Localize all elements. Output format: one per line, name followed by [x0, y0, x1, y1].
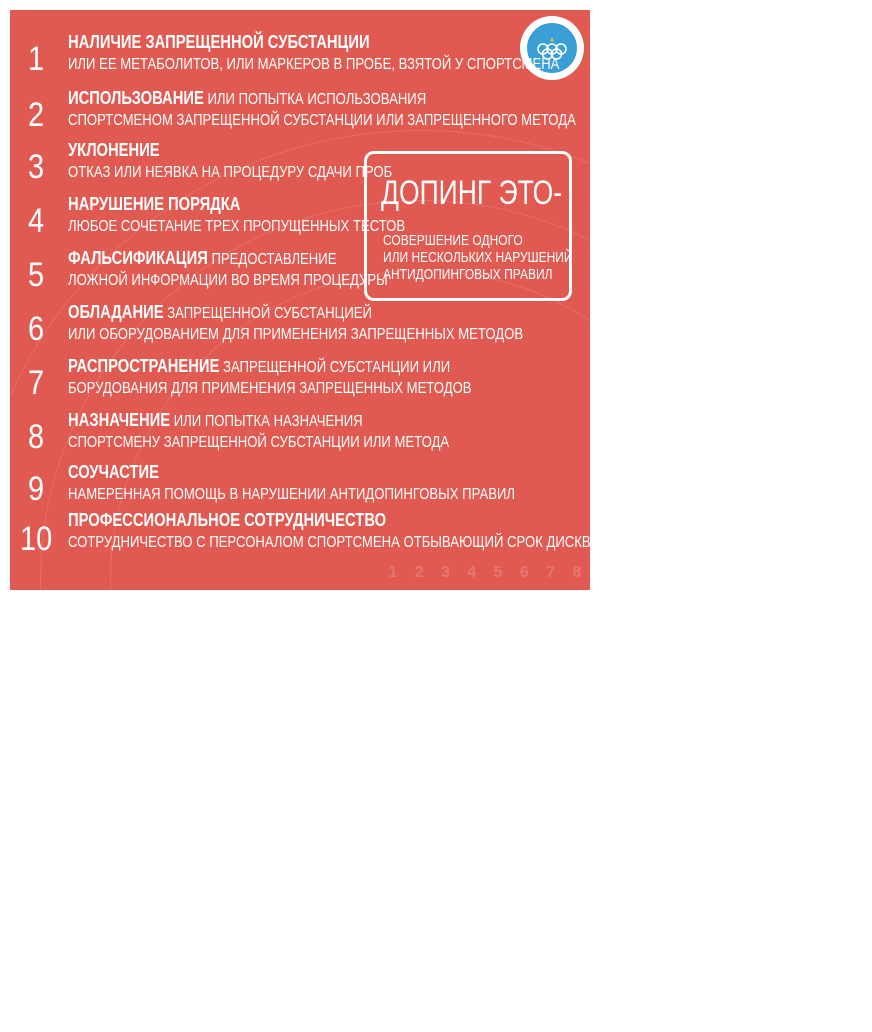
item-description: СПОРТСМЕНУ ЗАПРЕЩЕННОЙ СУБСТАНЦИИ ИЛИ МЕТОДА: [68, 434, 450, 451]
item-description: ИЛИ ОБОРУДОВАНИЕМ ДЛЯ ПРИМЕНЕНИЯ ЗАПРЕЩЕННЫХ МЕТОДОВ: [68, 326, 524, 343]
item-description: НАМЕРЕННАЯ ПОМОЩЬ В НАРУШЕНИИ АНТИДОПИНГОВЫХ ПРАВИЛ: [68, 486, 516, 503]
item-title-line: [68, 356, 472, 378]
item-title: НАРУШЕНИЕ ПОРЯДКА: [68, 194, 241, 214]
item-title-line: [68, 462, 515, 484]
item-number: 5: [28, 256, 45, 294]
item-text: [68, 194, 405, 237]
item-text: [68, 88, 576, 131]
item-title: ПРОФЕССИОНАЛЬНОЕ СОТРУДНИЧЕСТВО: [68, 510, 387, 530]
item-number: 7: [28, 364, 45, 402]
item-text: [68, 32, 559, 75]
item-title-line: [68, 510, 682, 532]
item-description: ЛОЖНОЙ ИНФОРМАЦИИ ВО ВРЕМЯ ПРОЦЕДУРЫ: [68, 272, 388, 289]
item-title-line: [68, 32, 559, 54]
item-number: 9: [28, 470, 45, 508]
item-number: 4: [28, 202, 45, 240]
item-text: [68, 510, 682, 553]
definition-line: ИЛИ НЕСКОЛЬКИХ НАРУШЕНИЙ: [383, 249, 573, 266]
doping-definition-box: [364, 151, 572, 301]
item-title-rest: ЗАПРЕЩЕННОЙ СУБСТАНЦИИ ИЛИ: [219, 359, 451, 376]
definition-line: СОВЕРШЕНИЕ ОДНОГО: [383, 232, 523, 249]
item-number: 1: [28, 40, 45, 78]
item-title: РАСПРОСТРАНЕНИЕ: [68, 356, 220, 376]
item-number: 2: [28, 96, 45, 134]
item-text: [68, 302, 523, 345]
item-text: [68, 410, 449, 453]
item-number: 8: [28, 418, 45, 456]
item-text: [68, 462, 515, 505]
item-title: ФАЛЬСИФИКАЦИЯ: [68, 248, 208, 268]
item-title-line: [68, 302, 523, 324]
infographic: [10, 10, 682, 590]
definition-line: АНТИДОПИНГОВЫХ ПРАВИЛ: [383, 266, 553, 283]
item-title: ОБЛАДАНИЕ: [68, 302, 164, 322]
item-title-rest: ЗАПРЕЩЕННОЙ СУБСТАНЦИЕЙ: [163, 305, 372, 322]
item-description: СПОРТСМЕНОМ ЗАПРЕЩЕННОЙ СУБСТАНЦИИ ИЛИ ЗАПРЕЩЕННОГО МЕТОДА: [68, 112, 576, 129]
item-text: [68, 140, 392, 183]
item-text: [68, 248, 388, 291]
item-description: ИЛИ ЕЕ МЕТАБОЛИТОВ, ИЛИ МАРКЕРОВ В ПРОБЕ, ВЗЯТОЙ У СПОРТСМЕНА: [68, 56, 560, 73]
item-number: 10: [20, 520, 53, 558]
item-description: ЛЮБОЕ СОЧЕТАНИЕ ТРЕХ ПРОПУЩЕННЫХ ТЕСТОВ: [68, 218, 406, 235]
item-description: СОТРУДНИЧЕСТВО С ПЕРСОНАЛОМ СПОРТСМЕНА ОТБЫВАЮЩИЙ СРОК ДИСКВАЛИФИКАЦИИ: [68, 534, 682, 551]
lane-number: 5: [493, 564, 503, 581]
item-number: 6: [28, 310, 45, 348]
lane-number: 3: [441, 564, 451, 581]
item-title-rest: ИЛИ ПОПЫТКА НАЗНАЧЕНИЯ: [170, 413, 363, 430]
item-title-line: [68, 140, 392, 162]
item-title: НАЛИЧИЕ ЗАПРЕЩЕННОЙ СУБСТАНЦИИ: [68, 32, 370, 52]
lane-number: 8: [572, 564, 582, 581]
item-title: ИСПОЛЬЗОВАНИЕ: [68, 88, 204, 108]
item-description: БОРУДОВАНИЯ ДЛЯ ПРИМЕНЕНИЯ ЗАПРЕЩЕННЫХ МЕТОДОВ: [68, 380, 472, 397]
item-title-rest: ПРЕДОСТАВЛЕНИЕ: [207, 251, 337, 268]
item-title: УКЛОНЕНИЕ: [68, 140, 160, 160]
lane-number: 4: [467, 564, 477, 581]
lane-number: 1: [388, 564, 398, 581]
item-text: [68, 356, 472, 399]
item-title-line: [68, 88, 576, 110]
item-number: 3: [28, 148, 45, 186]
item-title-line: [68, 194, 405, 216]
item-title-line: [68, 248, 388, 270]
item-title-rest: ИЛИ ПОПЫТКА ИСПОЛЬЗОВАНИЯ: [203, 91, 427, 108]
lane-number: 6: [519, 564, 529, 581]
definition-text: [383, 232, 573, 283]
definition-title: ДОПИНГ ЭТО-: [381, 174, 563, 212]
item-title: СОУЧАСТИЕ: [68, 462, 160, 482]
lane-number: 7: [546, 564, 556, 581]
lane-numbers: [380, 564, 590, 586]
item-description: ОТКАЗ ИЛИ НЕЯВКА НА ПРОЦЕДУРУ СДАЧИ ПРОБ: [68, 164, 393, 181]
item-title-line: [68, 410, 449, 432]
item-title: НАЗНАЧЕНИЕ: [68, 410, 171, 430]
lane-number: 2: [414, 564, 424, 581]
